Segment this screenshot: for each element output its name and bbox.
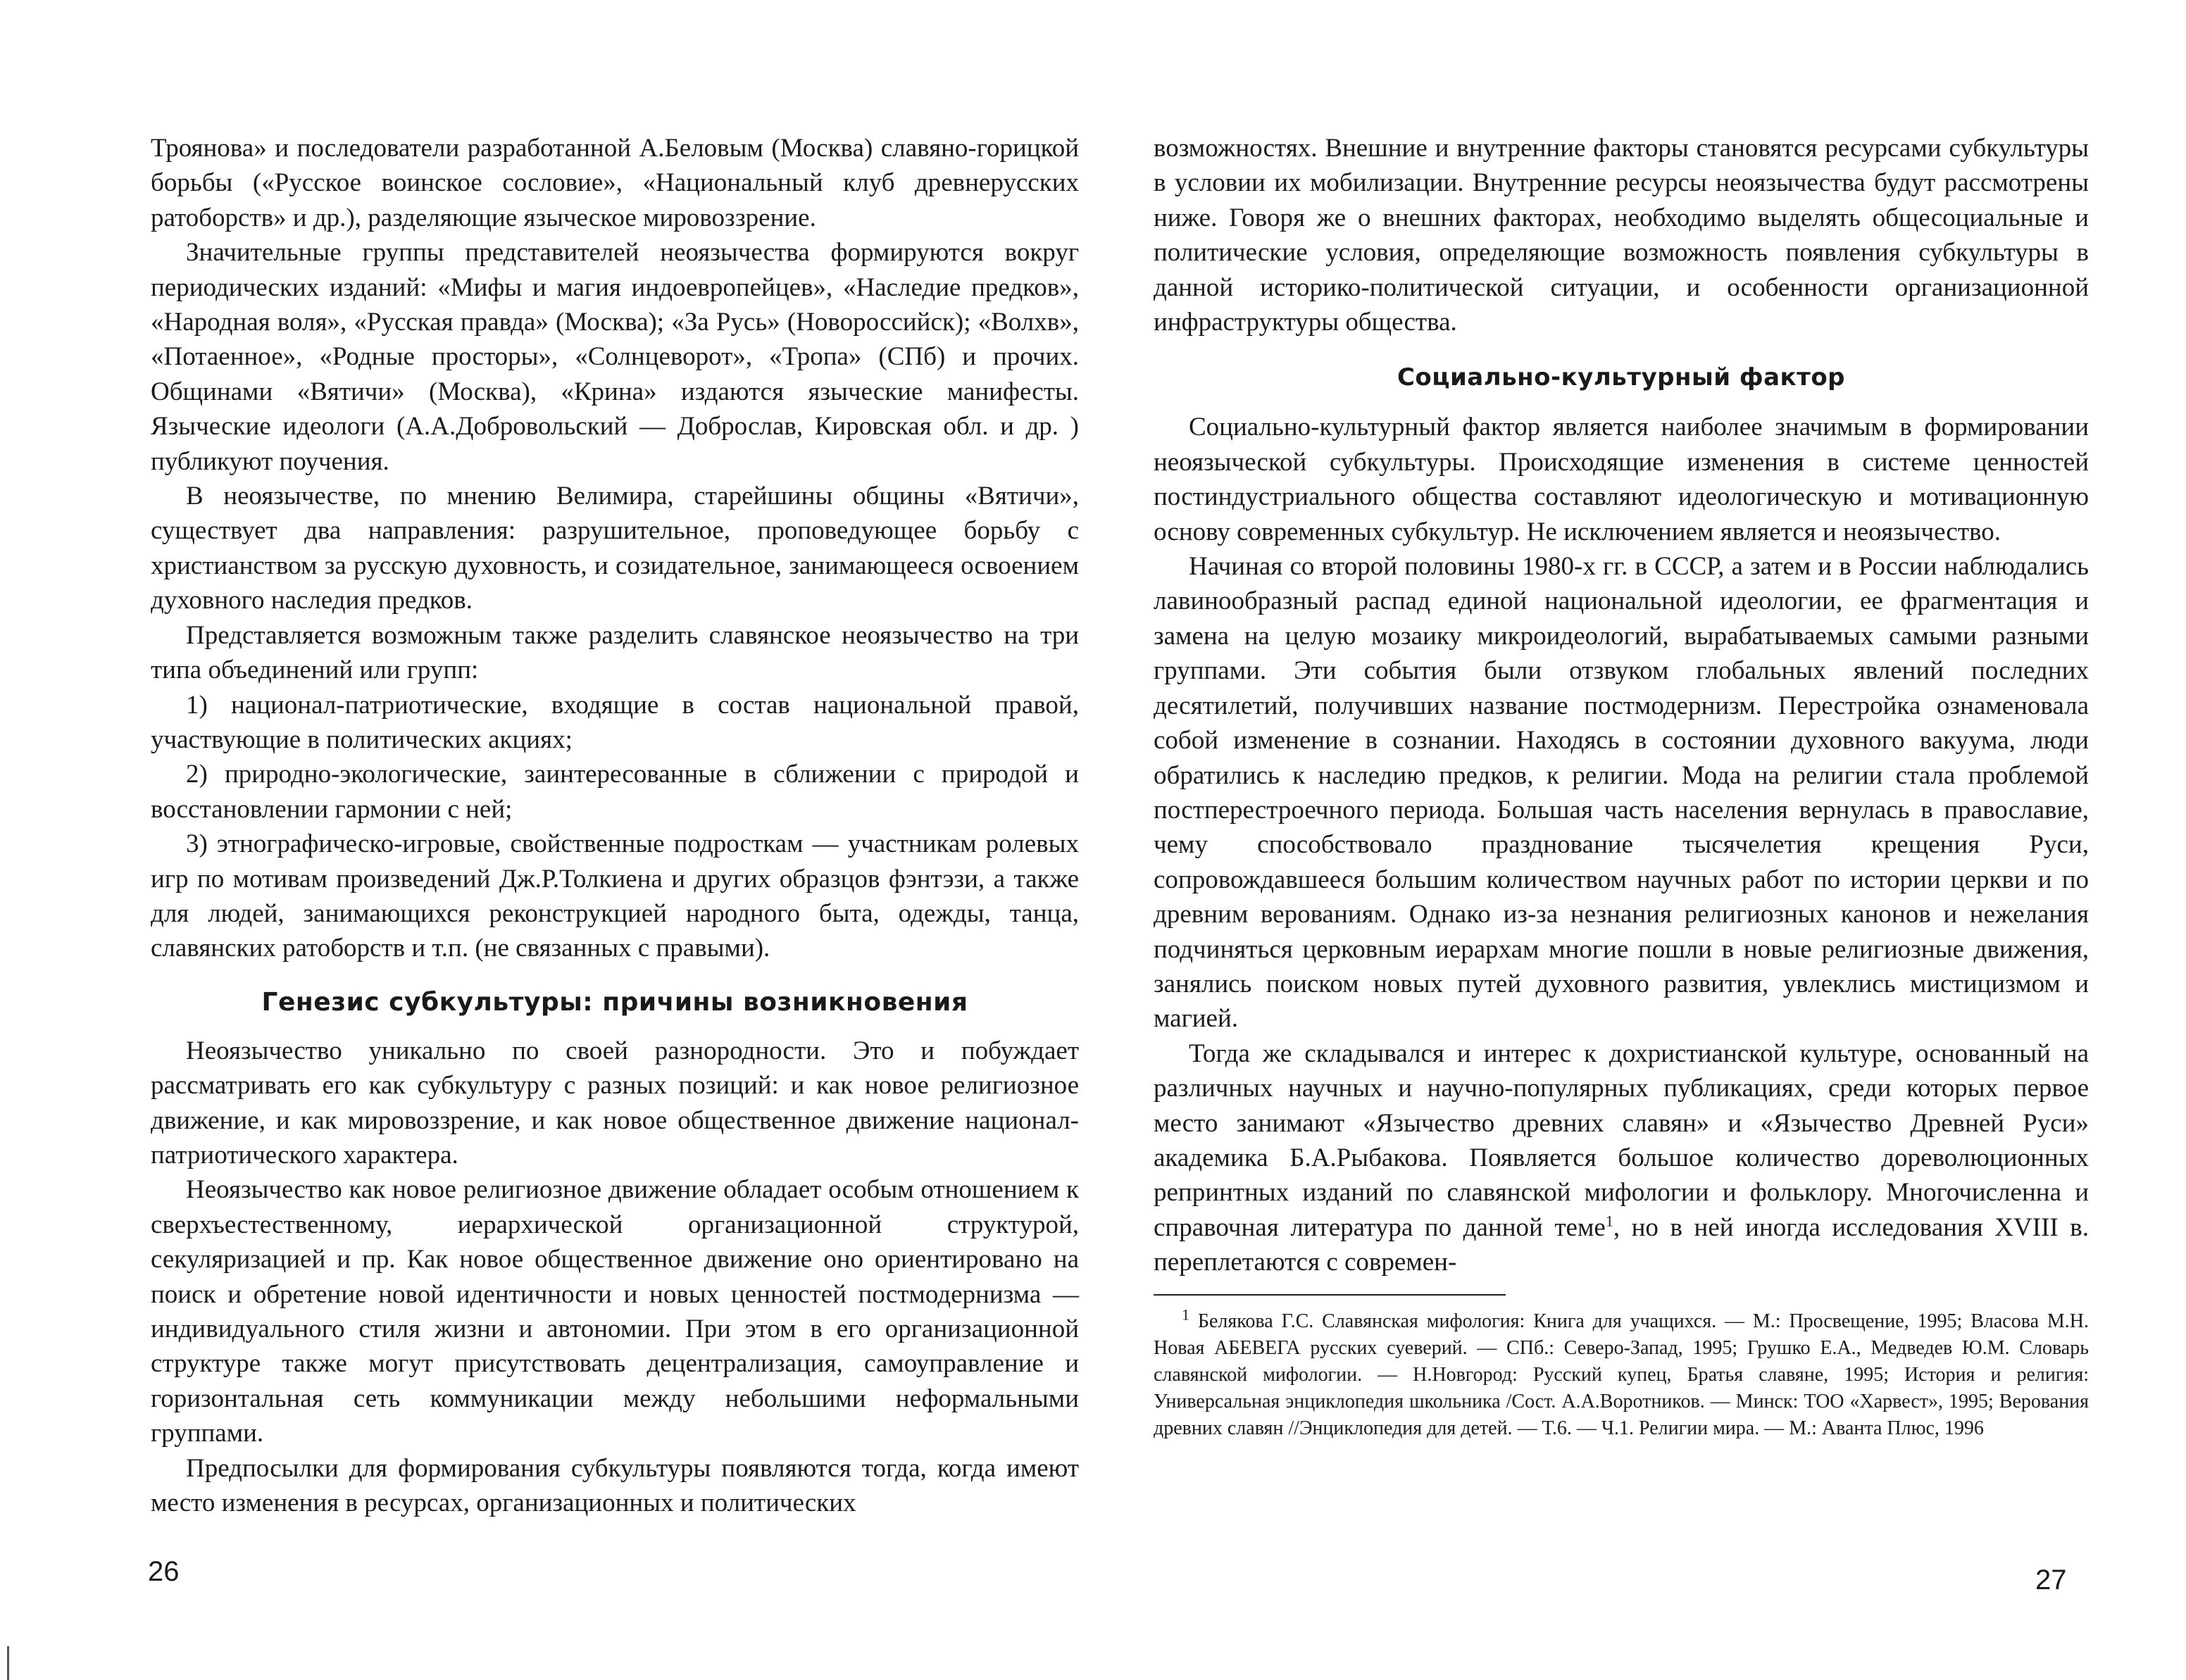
footnote-mark: 1 <box>1182 1305 1189 1324</box>
footnote <box>1154 1305 2089 1442</box>
footnote-text: Белякова Г.С. Славянская мифология: Книга для учащихся. — М.: Просвещение, 1995; Власова М.Н. Новая АБЕВЕГА русских суеверий. — СПб.: Северо-Запад, 1995; Грушко Е.А., Медведев Ю.М. Словарь славянской мифологии. — Н.Новгород: Русский купец, Братья славяне, 1995; История и религия: Универсальная энциклопедия школьника /Сост. А.А.Воротников. — Минск: ТОО «Харвест», 1995; Верования древних славян //Энциклопедия для детей. — Т.6. — Ч.1. Религии мира. — М.: Аванта Плюс, 1996 <box>1154 1310 2089 1439</box>
paragraph: Неоязычество уникально по своей разнородности. Это и побуждает рассматривать его как субкультуру с разных позиций: и как новое религиозное движение, и как мировоззрение, и как новое общественное движение национал-патриотического характера. <box>151 1036 1079 1170</box>
scan-edge-mark <box>7 1646 9 1680</box>
paragraph <box>1154 1036 2089 1280</box>
right-page <box>1093 0 2186 1678</box>
paragraph: Социально-культурный фактор является наиболее значимым в формировании неоязыческой субкультуры. Происходящие изменения в системе ценностей постиндустриального общества составляют идеологическую и мотивационную основу современных субкультур. Не исключением является и неоязычество. <box>1154 413 2089 546</box>
list-item: 1) национал-патриотические, входящие в состав национальной правой, участвующие в политических акциях; <box>151 690 1079 754</box>
paragraph: В неоязычестве, по мнению Велимира, старейшины общины «Вятичи», существует два направления: разрушительное, проповедующее борьбу с христианством за русскую духовность, и созидательное, занимающееся освоением духовного наследия предков. <box>151 482 1079 615</box>
paragraph: Предпосылки для формирования субкультуры появляются тогда, когда имеют место изменения в ресурсах, организационных и политических <box>151 1453 1079 1518</box>
paragraph-text: Тогда же складывался и интерес к дохристианской культуре, основанный на различных научных и научно-популярных публикациях, среди которых первое место занимают «Язычество древних славян» и «Язычество Древней Руси» академика Б.А.Рыбакова. Появляется большое количество дореволюционных репринтных изданий по славянской мифологии и фольклору. Многочисленна и справочная литература по данной теме <box>1154 1039 2089 1242</box>
page-number: 27 <box>2035 1565 2067 1596</box>
page-number: 26 <box>148 1556 180 1587</box>
paragraph-text: , но в ней иногда исследования XVIII в. переплетаются с современ- <box>1154 1212 2089 1277</box>
left-page <box>0 0 1093 1678</box>
paragraph: Неоязычество как новое религиозное движение обладает особым отношением к сверхъестественному, иерархической организационной структурой, секуляризацией и пр. Как новое общественное движение оно ориентировано на поиск и обретение новой идентичности и новых ценностей постмодернизма — индивидуального стиля жизни и автономии. При этом в его организационной структуре также могут присутствовать децентрализация, самоуправление и горизонтальная сеть коммуникации между небольшими неформальными группами. <box>151 1175 1079 1448</box>
left-text-column <box>151 131 1079 1520</box>
section-heading: Социально-культурный фактор <box>1397 363 1846 392</box>
footnote-divider <box>1154 1294 1506 1296</box>
footnote-reference[interactable]: 1 <box>1605 1212 1613 1230</box>
paragraph: Троянова» и последователи разработанной А.Беловым (Москва) славяно-горицкой борьбы («Русское воинское сословие», «Национальный клуб древнерусских ратоборств» и др.), разделяющие языческое мировоззрение. <box>151 134 1079 232</box>
list-item: 3) этнографическо-игровые, свойственные подросткам — участникам ролевых игр по мотивам произведений Дж.Р.Толкиена и других образцов фэнтэзи, а также для людей, занимающихся реконструкцией народного быта, одежды, танца, славянских ратоборств и т.п. (не связанных с правыми). <box>151 829 1079 963</box>
section-heading: Генезис субкультуры: причины возникновения <box>261 987 968 1017</box>
paragraph: Представляется возможным также разделить славянское неоязычество на три типа объединений или групп: <box>151 620 1079 685</box>
paragraph: Начиная со второй половины 1980-х гг. в СССР, а затем и в России наблюдались лавинообразный распад единой национальной идеологии, ее фрагментация и замена на целую мозаику микроидеологий, вырабатываемых самыми разными группами. Эти события были отзвуком глобальных явлений последних десятилетий, получивших название постмодернизм. Перестройка ознаменовала собой изменение в сознании. Находясь в состоянии духовного вакуума, люди обратились к наследию предков, к религии. Мода на религии стала проблемой постперестроечного периода. Большая часть населения вернулась в православие, чему способствовало празднование тысячелетия крещения Руси, сопровождавшееся большим количеством научных работ по истории церкви и по древним верованиям. Однако из-за незнания религиозных канонов и нежелания подчиняться церковным иерархам многие пошли в новые религиозные движения, занялись поиском новых путей духовного развития, увлеклись мистицизмом и магией. <box>1154 552 2089 1034</box>
right-text-column <box>1154 131 2089 1442</box>
list-item: 2) природно-экологические, заинтересованные в сближении с природой и восстановлении гармонии с ней; <box>151 760 1079 824</box>
paragraph: Значительные группы представителей неоязычества формируются вокруг периодических изданий: «Мифы и магия индоевропейцев», «Наследие предков», «Народная воля», «Русская правда» (Москва); «За Русь» (Новороссийск); «Волхв», «Потаенное», «Родные просторы», «Солнцеворот», «Тропа» (СПб) и прочих. Общинами «Вятичи» (Москва), «Крина» издаются языческие манифесты. Языческие идеологи (А.А.Добровольский — Доброслав, Кировская обл. и др. ) публикуют поучения. <box>151 238 1079 476</box>
paragraph: возможностях. Внешние и внутренние факторы становятся ресурсами субкультуры в условии их мобилизации. Внутренние ресурсы неоязычества будут рассмотрены ниже. Говоря же о внешних факторах, необходимо выделять общесоциальные и политические условия, определяющие возможность появления субкультуры в данной историко-политической ситуации, и особенности организационной инфраструктуры общества. <box>1154 134 2089 337</box>
